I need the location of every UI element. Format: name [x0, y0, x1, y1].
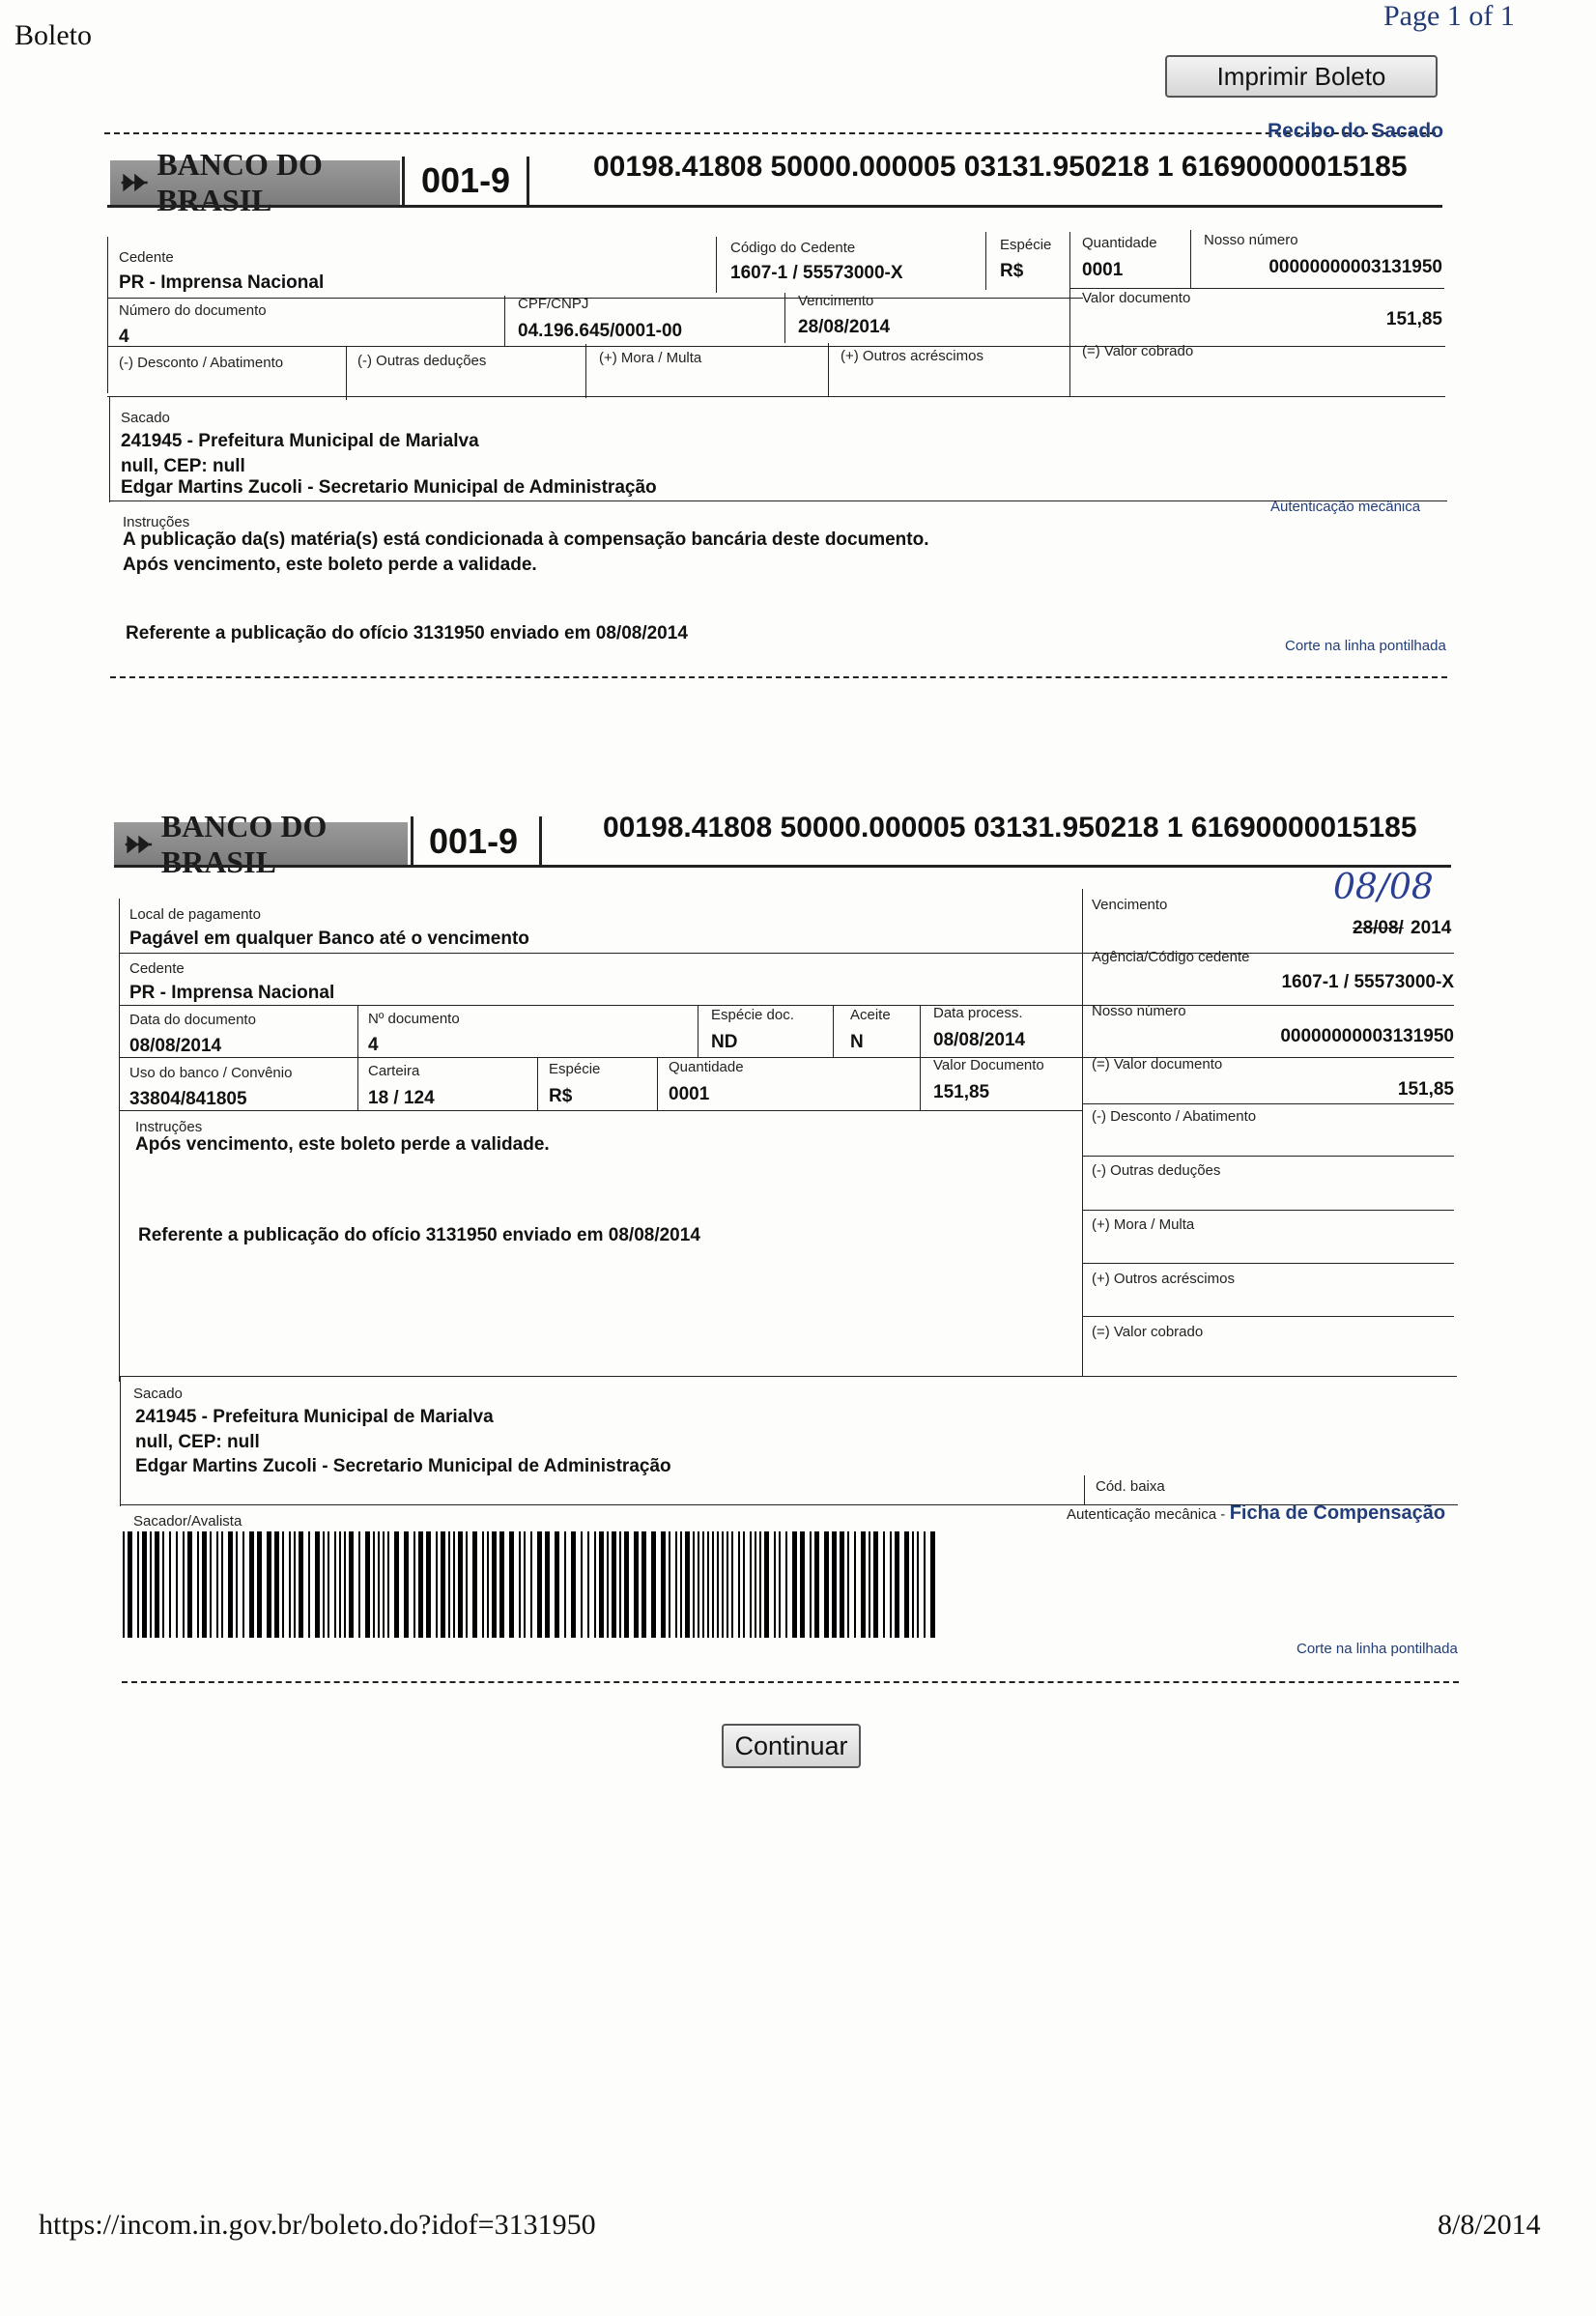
ficha-cedente-label: Cedente: [129, 960, 185, 977]
barcode-bar: [448, 1531, 450, 1638]
barcode-bar: [308, 1531, 310, 1638]
ficha-aceite: N: [850, 1032, 864, 1052]
receipt-mora-multa-label: (+) Mora / Multa: [599, 350, 702, 366]
receipt-divider: [346, 346, 347, 400]
barcode-bar: [524, 1531, 526, 1638]
bank-logo-text: BANCO DO BRASIL: [157, 147, 323, 217]
receipt-sacado-line2: null, CEP: null: [121, 456, 245, 476]
barcode-bar: [669, 1531, 670, 1638]
ficha-bank-logo-text: BANCO DO BRASIL: [160, 809, 328, 879]
barcode-bar: [824, 1531, 829, 1638]
barcode-bar: [358, 1531, 360, 1638]
barcode-bar: [545, 1531, 550, 1638]
barcode-bar: [698, 1531, 699, 1638]
ficha-sacador-avalista-label: Sacador/Avalista: [133, 1513, 242, 1530]
barcode-bar: [441, 1531, 445, 1638]
receipt-divider: [985, 232, 986, 290]
barcode-bar: [169, 1531, 171, 1638]
receipt-quantidade-label: Quantidade: [1082, 235, 1157, 251]
barcode-bar: [555, 1531, 559, 1638]
receipt-codigo-cedente: 1607-1 / 55573000-X: [730, 263, 903, 283]
barcode-bar: [651, 1531, 656, 1638]
barcode-bar: [707, 1531, 709, 1638]
barcode-bar: [216, 1531, 218, 1638]
bank-header-rule: [107, 205, 1442, 208]
ficha-valor-doc-right-label: (=) Valor documento: [1092, 1056, 1223, 1072]
receipt-vencimento: 28/08/2014: [798, 317, 891, 337]
ficha-instrucoes-line1: Após vencimento, este boleto perde a validade.: [135, 1134, 550, 1155]
bank-logo: [110, 147, 400, 217]
receipt-outros-acrescimos-label: (+) Outros acréscimos: [841, 348, 983, 364]
bank-code-divider-2: [527, 157, 529, 205]
receipt-sacado-line3: Edgar Martins Zucoli - Secretario Municipal de Administração: [121, 477, 657, 498]
receipt-rule: [109, 500, 1447, 501]
barcode-bar: [289, 1531, 291, 1638]
barcode-bar: [150, 1531, 152, 1638]
ficha-no-documento: 4: [368, 1035, 379, 1055]
barcode-bar: [792, 1531, 797, 1638]
barcode-bar: [912, 1531, 914, 1638]
receipt-codigo-cedente-label: Código do Cedente: [730, 240, 856, 256]
barcode-bar: [619, 1531, 621, 1638]
receipt-rule: [1069, 288, 1444, 289]
ficha-compensacao-title: Ficha de Compensação: [1229, 1502, 1446, 1524]
ficha-agencia: 1607-1 / 55573000-X: [1281, 972, 1454, 992]
barcode-bar: [162, 1531, 164, 1638]
barcode-bar: [267, 1531, 271, 1638]
receipt-divider: [828, 343, 829, 396]
ficha-referente: Referente a publicação do ofício 3131950 enviado em 08/08/2014: [138, 1225, 700, 1245]
ficha-carteira-label: Carteira: [368, 1063, 420, 1079]
ficha-desconto-label: (-) Desconto / Abatimento: [1092, 1108, 1257, 1125]
barcode-bar: [466, 1531, 468, 1638]
ficha-divider: [657, 1057, 658, 1110]
receipt-cpf-cnpj: 04.196.645/0001-00: [518, 321, 683, 341]
receipt-instrucoes-label: Instruções: [123, 514, 190, 530]
barcode-bar: [453, 1531, 455, 1638]
barcode-bar: [492, 1531, 497, 1638]
barcode-bar: [722, 1531, 724, 1638]
barcode-bar: [339, 1531, 341, 1638]
barcode-bar: [323, 1531, 325, 1638]
ficha-data-process: 08/08/2014: [933, 1030, 1026, 1050]
ficha-outros-acrescimos-label: (+) Outros acréscimos: [1092, 1271, 1235, 1287]
receipt-valor-documento-label: Valor documento: [1082, 290, 1191, 306]
barcode-bar: [499, 1531, 504, 1638]
barcode-bar: [861, 1531, 866, 1638]
barcode-bar: [349, 1531, 354, 1638]
receipt-corte-label: Corte na linha pontilhada: [1285, 638, 1446, 654]
ficha-rule: [1082, 1210, 1454, 1211]
barcode-bar: [228, 1531, 233, 1638]
ficha-bank-code: 001-9: [429, 821, 519, 861]
barcode-bar: [641, 1531, 646, 1638]
barcode-bar: [564, 1531, 566, 1638]
ficha-especie-label: Espécie: [549, 1061, 601, 1077]
ficha-autenticacao-label: Autenticação mecânica -: [1067, 1506, 1226, 1523]
barcode-bar: [854, 1531, 856, 1638]
continue-button[interactable]: Continuar: [722, 1724, 861, 1768]
receipt-quantidade: 0001: [1082, 260, 1124, 280]
barcode-bar: [137, 1531, 139, 1638]
ficha-divider: [920, 1005, 921, 1111]
barcode-bar: [712, 1531, 714, 1638]
barcode-bar: [814, 1531, 819, 1638]
bank-logo-icon: [120, 168, 149, 197]
ficha-vencimento-handwritten: 08/08: [1333, 868, 1434, 907]
barcode-bar: [197, 1531, 199, 1638]
ficha-rule: [1082, 1263, 1454, 1264]
barcode-bar: [257, 1531, 262, 1638]
receipt-sacado-border: [109, 396, 110, 502]
ficha-divider: [833, 1005, 834, 1058]
barcode-bar: [418, 1531, 423, 1638]
ficha-digitable-line: 00198.41808 50000.000005 03131.950218 1 61690000015185: [603, 812, 1417, 843]
barcode-bar: [800, 1531, 805, 1638]
ficha-uso-banco: 33804/841805: [129, 1089, 247, 1109]
cut-line-top: [104, 132, 1436, 134]
barcode-bar: [242, 1531, 244, 1638]
barcode-bar: [869, 1531, 870, 1638]
receipt-vencimento-label: Vencimento: [798, 293, 874, 309]
barcode-bar: [895, 1531, 899, 1638]
ficha-rule: [119, 1005, 1454, 1006]
receipt-autenticacao-label: Autenticação mecânica: [1270, 499, 1421, 515]
barcode-bar: [487, 1531, 489, 1638]
barcode-bar: [537, 1531, 542, 1638]
receipt-cedente-label: Cedente: [119, 249, 174, 266]
receipt-instrucoes-line2: Após vencimento, este boleto perde a validade.: [123, 555, 537, 575]
ficha-carteira: 18 / 124: [368, 1088, 435, 1108]
ficha-bank-logo: [114, 809, 408, 879]
barcode-bar: [282, 1531, 284, 1638]
barcode-bar: [458, 1531, 463, 1638]
barcode-bar: [472, 1531, 477, 1638]
barcode-bar: [612, 1531, 616, 1638]
barcode-bar: [917, 1531, 919, 1638]
barcode-bar: [764, 1531, 769, 1638]
ficha-cod-baixa-divider: [1084, 1475, 1085, 1504]
footer-url: https://incom.in.gov.br/boleto.do?idof=3131950: [39, 2209, 596, 2241]
ficha-nosso-numero-label: Nosso número: [1092, 1003, 1186, 1019]
barcode-bar: [328, 1531, 329, 1638]
receipt-outras-deducoes-label: (-) Outras deduções: [357, 353, 487, 369]
barcode-bar: [530, 1531, 532, 1638]
ficha-cedente: PR - Imprensa Nacional: [129, 983, 335, 1003]
receipt-title: Recibo do Sacado: [1268, 120, 1444, 142]
ficha-sacado-line3: Edgar Martins Zucoli - Secretario Municipal de Administração: [135, 1456, 671, 1476]
receipt-divider: [1190, 230, 1191, 288]
ficha-valor-doc-right: 151,85: [1397, 1079, 1454, 1100]
barcode-bar: [344, 1531, 346, 1638]
barcode-bar: [387, 1531, 389, 1638]
barcode-bar: [594, 1531, 596, 1638]
barcode-bar: [365, 1531, 370, 1638]
ficha-vencimento-label: Vencimento: [1092, 897, 1168, 913]
ficha-sacado-line2: null, CEP: null: [135, 1432, 260, 1452]
barcode-bar: [832, 1531, 837, 1638]
ficha-local-pagamento-label: Local de pagamento: [129, 906, 261, 923]
barcode-bar: [634, 1531, 639, 1638]
bank-code-divider: [402, 157, 405, 205]
receipt-valor-documento: 151,85: [1385, 309, 1442, 329]
ficha-bank-header-rule: [114, 865, 1451, 868]
ficha-instrucoes-label: Instruções: [135, 1119, 203, 1135]
barcode-bar: [142, 1531, 147, 1638]
receipt-desconto-label: (-) Desconto / Abatimento: [119, 355, 284, 371]
page-info: Page 1 of 1: [1383, 0, 1515, 32]
ficha-sacado-line1: 241945 - Prefeitura Municipal de Marialva: [135, 1407, 494, 1427]
barcode-bar: [128, 1531, 132, 1638]
barcode-bar: [221, 1531, 223, 1638]
ficha-bank-code-divider: [411, 816, 413, 867]
barcode-bar: [436, 1531, 438, 1638]
receipt-nosso-numero-label: Nosso número: [1204, 232, 1298, 248]
receipt-divider: [784, 293, 785, 343]
ficha-especie-doc: ND: [711, 1032, 738, 1052]
ficha-rule: [119, 1057, 1454, 1058]
barcode-bar: [750, 1531, 752, 1638]
barcode-bar: [840, 1531, 844, 1638]
barcode-bar: [509, 1531, 514, 1638]
barcode-bar: [873, 1531, 878, 1638]
barcode-bar: [680, 1531, 682, 1638]
ficha-data-process-label: Data process.: [933, 1005, 1023, 1021]
barcode-bar: [702, 1531, 704, 1638]
ficha-data-documento: 08/08/2014: [129, 1036, 222, 1056]
barcode-bar: [210, 1531, 212, 1638]
receipt-numero-documento: 4: [119, 327, 129, 347]
barcode-bar: [123, 1531, 125, 1638]
barcode-bar: [274, 1531, 279, 1638]
ficha-rule: [119, 1110, 1082, 1111]
ficha-mora-multa-label: (+) Mora / Multa: [1092, 1216, 1195, 1233]
ficha-divider: [357, 1005, 358, 1111]
ficha-valor-documento-label: Valor Documento: [933, 1057, 1044, 1073]
barcode-bar: [426, 1531, 431, 1638]
ficha-corte-label: Corte na linha pontilhada: [1297, 1641, 1458, 1657]
receipt-referente: Referente a publicação do ofício 3131950 enviado em 08/08/2014: [126, 623, 688, 643]
receipt-sacado-line1: 241945 - Prefeitura Municipal de Marialva: [121, 431, 479, 451]
receipt-rule: [107, 396, 1445, 397]
barcode-bar: [373, 1531, 375, 1638]
ficha-rule: [1082, 1156, 1454, 1157]
receipt-divider: [585, 344, 586, 398]
barcode-bar: [404, 1531, 409, 1638]
barcode-bar: [890, 1531, 892, 1638]
ficha-cod-baixa-label: Cód. baixa: [1096, 1478, 1165, 1495]
barcode-bar: [717, 1531, 719, 1638]
barcode-bar: [176, 1531, 178, 1638]
receipt-sacado-label: Sacado: [121, 410, 170, 426]
barcode-bar: [759, 1531, 761, 1638]
barcode-bar: [785, 1531, 787, 1638]
ficha-agencia-label: Agência/Código cedente: [1092, 949, 1250, 965]
receipt-rule: [107, 346, 1445, 347]
barcode-bar: [675, 1531, 677, 1638]
ficha-right-column-border: [1082, 889, 1083, 1377]
receipt-valor-cobrado-label: (=) Valor cobrado: [1082, 343, 1194, 359]
ficha-no-documento-label: Nº documento: [368, 1011, 460, 1027]
barcode-bar: [810, 1531, 812, 1638]
receipt-especie: R$: [1000, 261, 1024, 281]
ficha-nosso-numero: 00000000003131950: [1280, 1026, 1454, 1046]
ficha-autenticacao: [1067, 1502, 1445, 1525]
ficha-data-documento-label: Data do documento: [129, 1012, 256, 1028]
bank-code: 001-9: [421, 160, 511, 200]
ficha-bank-logo-icon: [124, 830, 154, 859]
barcode-bar: [587, 1531, 589, 1638]
barcode-bar: [294, 1531, 296, 1638]
print-boleto-button[interactable]: Imprimir Boleto: [1165, 55, 1438, 98]
ficha-especie-doc-label: Espécie doc.: [711, 1007, 794, 1023]
barcode-bar: [183, 1531, 185, 1638]
barcode-bar: [413, 1531, 415, 1638]
footer-date: 8/8/2014: [1438, 2209, 1541, 2241]
receipt-cedente: PR - Imprensa Nacional: [119, 272, 325, 293]
receipt-divider: [716, 237, 717, 293]
ficha-local-pagamento: Pagável em qualquer Banco até o vencimento: [129, 929, 529, 949]
barcode-bar: [779, 1531, 781, 1638]
cut-line-receipt: [110, 676, 1447, 678]
digitable-line: 00198.41808 50000.000005 03131.950218 1 61690000015185: [593, 151, 1408, 183]
ficha-outras-deducoes-label: (-) Outras deduções: [1092, 1162, 1221, 1179]
ficha-bank-code-divider-2: [539, 816, 542, 867]
barcode-bar: [924, 1531, 926, 1638]
barcode-bar: [883, 1531, 885, 1638]
barcode-bar: [202, 1531, 207, 1638]
receipt-numero-documento-label: Número do documento: [119, 302, 267, 319]
ficha-valor-cobrado-label: (=) Valor cobrado: [1092, 1324, 1204, 1340]
receipt-divider: [1069, 232, 1070, 396]
barcode-bar: [249, 1531, 254, 1638]
barcode-bar: [599, 1531, 604, 1638]
ficha-divider: [537, 1057, 538, 1110]
barcode-bar: [755, 1531, 756, 1638]
ficha-left-border: [119, 899, 120, 1382]
receipt-especie-label: Espécie: [1000, 237, 1052, 253]
ficha-valor-documento: 151,85: [933, 1082, 990, 1102]
barcode-bar: [482, 1531, 484, 1638]
ficha-vencimento-year: 2014: [1411, 918, 1452, 938]
barcode-bar: [607, 1531, 609, 1638]
barcode-bar: [236, 1531, 238, 1638]
ficha-rule: [119, 1376, 1457, 1377]
receipt-rule: [107, 298, 1083, 299]
receipt-instrucoes-line1: A publicação da(s) matéria(s) está condicionada à compensação bancária deste documento.: [123, 529, 929, 550]
ficha-aceite-label: Aceite: [850, 1007, 891, 1023]
ficha-rule: [119, 953, 1454, 954]
barcode-bar: [904, 1531, 909, 1638]
receipt-nosso-numero: 00000000003131950: [1268, 257, 1442, 277]
ficha-rule: [1082, 1316, 1454, 1317]
cut-line-ficha: [122, 1681, 1459, 1683]
barcode-bar: [571, 1531, 576, 1638]
barcode-bar: [693, 1531, 695, 1638]
page-title: Boleto: [14, 19, 92, 51]
barcode-bar: [661, 1531, 666, 1638]
ficha-quantidade-label: Quantidade: [669, 1059, 744, 1075]
barcode-bar: [334, 1531, 336, 1638]
barcode-bar: [685, 1531, 690, 1638]
barcode: [123, 1531, 936, 1638]
barcode-bar: [315, 1531, 320, 1638]
receipt-divider: [504, 296, 505, 346]
barcode-bar: [930, 1531, 935, 1638]
ficha-vencimento-struck: 28/08/: [1353, 918, 1404, 938]
receipt-cpf-cnpj-label: CPF/CNPJ: [518, 296, 589, 312]
ficha-especie: R$: [549, 1086, 573, 1106]
barcode-bar: [624, 1531, 629, 1638]
ficha-rule: [1082, 1103, 1454, 1104]
ficha-sacado-label: Sacado: [133, 1386, 183, 1402]
barcode-bar: [731, 1531, 733, 1638]
barcode-bar: [738, 1531, 740, 1638]
ficha-sacado-border: [120, 1376, 121, 1506]
ficha-uso-banco-label: Uso do banco / Convênio: [129, 1065, 293, 1081]
barcode-bar: [383, 1531, 385, 1638]
barcode-bar: [187, 1531, 192, 1638]
barcode-bar: [774, 1531, 776, 1638]
ficha-quantidade: 0001: [669, 1084, 710, 1104]
barcode-bar: [727, 1531, 728, 1638]
barcode-bar: [743, 1531, 745, 1638]
barcode-bar: [581, 1531, 583, 1638]
barcode-bar: [378, 1531, 380, 1638]
barcode-bar: [847, 1531, 849, 1638]
barcode-bar: [394, 1531, 399, 1638]
receipt-left-border: [107, 237, 108, 393]
barcode-bar: [155, 1531, 159, 1638]
barcode-bar: [299, 1531, 303, 1638]
barcode-bar: [519, 1531, 521, 1638]
